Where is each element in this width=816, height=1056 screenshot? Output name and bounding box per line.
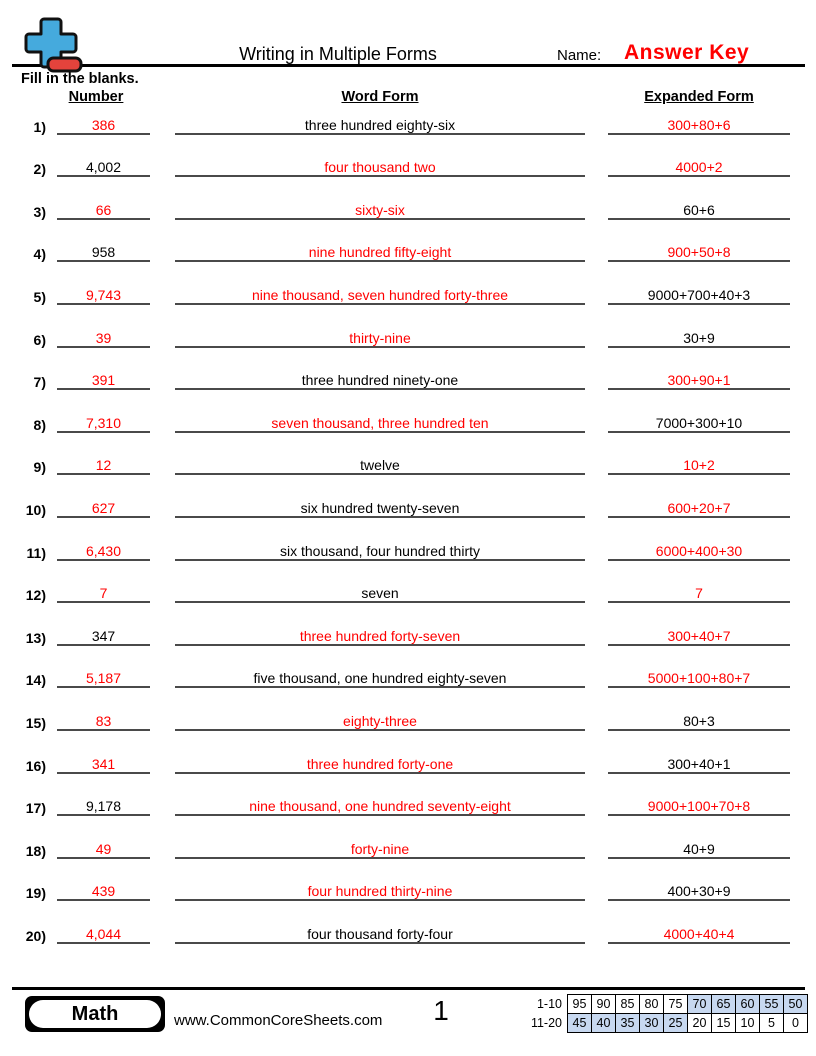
number-answer: 49 [57,833,150,859]
problem-number-label: 7) [33,374,46,391]
problem-row [0,688,816,731]
problem-number-label: 6) [33,331,46,348]
expanded-form-answer: 300+40+1 [608,748,790,774]
grading-score-cell: 40 [592,1014,616,1033]
word-form-answer: four thousand forty-four [175,918,585,944]
problems [0,92,816,944]
number-answer: 386 [57,109,150,135]
number-answer: 83 [57,705,150,731]
problem-row [0,816,816,859]
number-answer: 7 [57,577,150,603]
word-form-answer: three hundred ninety-one [175,364,585,390]
problem-row [0,646,816,689]
expanded-form-answer: 80+3 [608,705,790,731]
number-answer: 12 [57,449,150,475]
number-answer: 391 [57,364,150,390]
grading-score-cell: 80 [640,995,664,1014]
number-answer: 9,178 [57,790,150,816]
grading-score-cell: 0 [784,1014,808,1033]
grading-score-cell: 15 [712,1014,736,1033]
word-form-answer: nine thousand, one hundred seventy-eight [175,790,585,816]
grading-score-cell: 75 [664,995,688,1014]
word-form-answer: thirty-nine [175,322,585,348]
problem-number-label: 19) [25,885,46,902]
grading-score-cell: 25 [664,1014,688,1033]
word-form-answer: seven [175,577,585,603]
problem-row [0,220,816,263]
number-answer: 627 [57,492,150,518]
number-answer: 7,310 [57,407,150,433]
problem-number-label: 16) [25,757,46,774]
expanded-form-answer: 9000+100+70+8 [608,790,790,816]
number-answer: 4,002 [57,151,150,177]
page-number: 1 [433,995,449,1026]
problem-number-label: 2) [33,161,46,178]
grading-range-label: 11-20 [530,1016,562,1030]
grading-score-cell: 65 [712,995,736,1014]
problem-row [0,262,816,305]
name-value-answer-key: Answer Key [624,41,750,64]
problem-number-label: 12) [25,587,46,604]
expanded-form-answer: 10+2 [608,449,790,475]
grading-score-cell: 20 [688,1014,712,1033]
grading-score-cell: 50 [784,995,808,1014]
expanded-form-answer: 30+9 [608,322,790,348]
column-header-word-form: Word Form [341,89,419,105]
grading-score-cell: 55 [760,995,784,1014]
number-answer: 9,743 [57,279,150,305]
problem-number-label: 11) [26,544,46,561]
grading-score-cell: 95 [568,995,592,1014]
word-form-answer: four hundred thirty-nine [175,875,585,901]
number-answer: 347 [57,620,150,646]
word-form-answer: seven thousand, three hundred ten [175,407,585,433]
expanded-form-answer: 9000+700+40+3 [608,279,790,305]
grading-score-cell: 70 [688,995,712,1014]
grading-score-cell: 45 [568,1014,592,1033]
word-form-answer: three hundred eighty-six [175,109,585,135]
expanded-form-answer: 900+50+8 [608,236,790,262]
subject-badge [25,996,165,1032]
grading-row [520,995,808,1014]
problem-number-label: 14) [25,672,46,689]
problem-number-label: 17) [25,800,46,817]
expanded-form-answer: 6000+400+30 [608,535,790,561]
problem-number-label: 10) [25,501,46,518]
word-form-answer: nine thousand, seven hundred forty-three [175,279,585,305]
footer-divider [12,987,805,990]
grading-table [520,994,808,1033]
word-form-answer: eighty-three [175,705,585,731]
number-answer: 39 [57,322,150,348]
word-form-answer: twelve [175,449,585,475]
instructions: Fill in the blanks. [21,71,139,87]
word-form-answer: three hundred forty-one [175,748,585,774]
number-answer: 4,044 [57,918,150,944]
header-divider [12,64,805,67]
grading-row [520,1014,808,1033]
problem-row [0,774,816,817]
column-header-number: Number [68,89,124,105]
problem-number-label: 15) [25,714,46,731]
number-answer: 6,430 [57,535,150,561]
website-url: www.CommonCoreSheets.com [174,1012,383,1029]
problem-number-label: 13) [25,629,46,646]
number-answer: 958 [57,236,150,262]
expanded-form-answer: 5000+100+80+7 [608,662,790,688]
grading-table-body [520,995,808,1033]
problem-row [0,518,816,561]
problem-number-label: 20) [25,927,46,944]
column-header-expanded-form: Expanded Form [644,89,754,105]
problem-row [0,433,816,476]
expanded-form-answer: 400+30+9 [608,875,790,901]
problem-row [0,859,816,902]
problem-row [0,177,816,220]
problem-number-label: 3) [33,203,46,220]
grading-score-cell: 85 [616,995,640,1014]
commoncoresheets-logo [20,14,84,79]
name-label: Name: [557,47,602,64]
expanded-form-answer: 7000+300+10 [608,407,790,433]
problem-row [0,348,816,391]
problem-number-label: 4) [33,246,46,263]
problem-row [0,390,816,433]
problem-row [0,561,816,604]
problem-row [0,135,816,178]
expanded-form-answer: 60+6 [608,194,790,220]
page-title: Writing in Multiple Forms [239,44,437,64]
number-answer: 5,187 [57,662,150,688]
plus-minus-icon [20,14,84,74]
problem-row [0,603,816,646]
expanded-form-answer: 300+80+6 [608,109,790,135]
word-form-answer: three hundred forty-seven [175,620,585,646]
grading-range-label: 1-10 [536,997,562,1011]
expanded-form-answer: 4000+40+4 [608,918,790,944]
problem-number-label: 5) [33,288,46,305]
expanded-form-answer: 600+20+7 [608,492,790,518]
expanded-form-answer: 7 [608,577,790,603]
expanded-form-answer: 300+90+1 [608,364,790,390]
problem-number-label: 9) [33,459,46,476]
grading-score-cell: 60 [736,995,760,1014]
expanded-form-answer: 40+9 [608,833,790,859]
problem-row [0,901,816,944]
problem-row [0,92,816,135]
word-form-answer: sixty-six [175,194,585,220]
word-form-answer: six hundred twenty-seven [175,492,585,518]
problem-row [0,305,816,348]
word-form-answer: five thousand, one hundred eighty-seven [175,662,585,688]
number-answer: 341 [57,748,150,774]
subject-badge-label: Math [29,1000,161,1028]
expanded-form-answer: 300+40+7 [608,620,790,646]
grading-score-cell: 30 [640,1014,664,1033]
problem-number-label: 18) [25,842,46,859]
problem-row [0,475,816,518]
word-form-answer: four thousand two [175,151,585,177]
grading-score-cell: 90 [592,995,616,1014]
grading-score-cell: 10 [736,1014,760,1033]
problem-number-label: 1) [33,118,46,135]
problem-row [0,731,816,774]
grading-score-cell: 35 [616,1014,640,1033]
word-form-answer: six thousand, four hundred thirty [175,535,585,561]
expanded-form-answer: 4000+2 [608,151,790,177]
problem-number-label: 8) [33,416,46,433]
number-answer: 66 [57,194,150,220]
word-form-answer: forty-nine [175,833,585,859]
grading-score-cell: 5 [760,1014,784,1033]
number-answer: 439 [57,875,150,901]
word-form-answer: nine hundred fifty-eight [175,236,585,262]
